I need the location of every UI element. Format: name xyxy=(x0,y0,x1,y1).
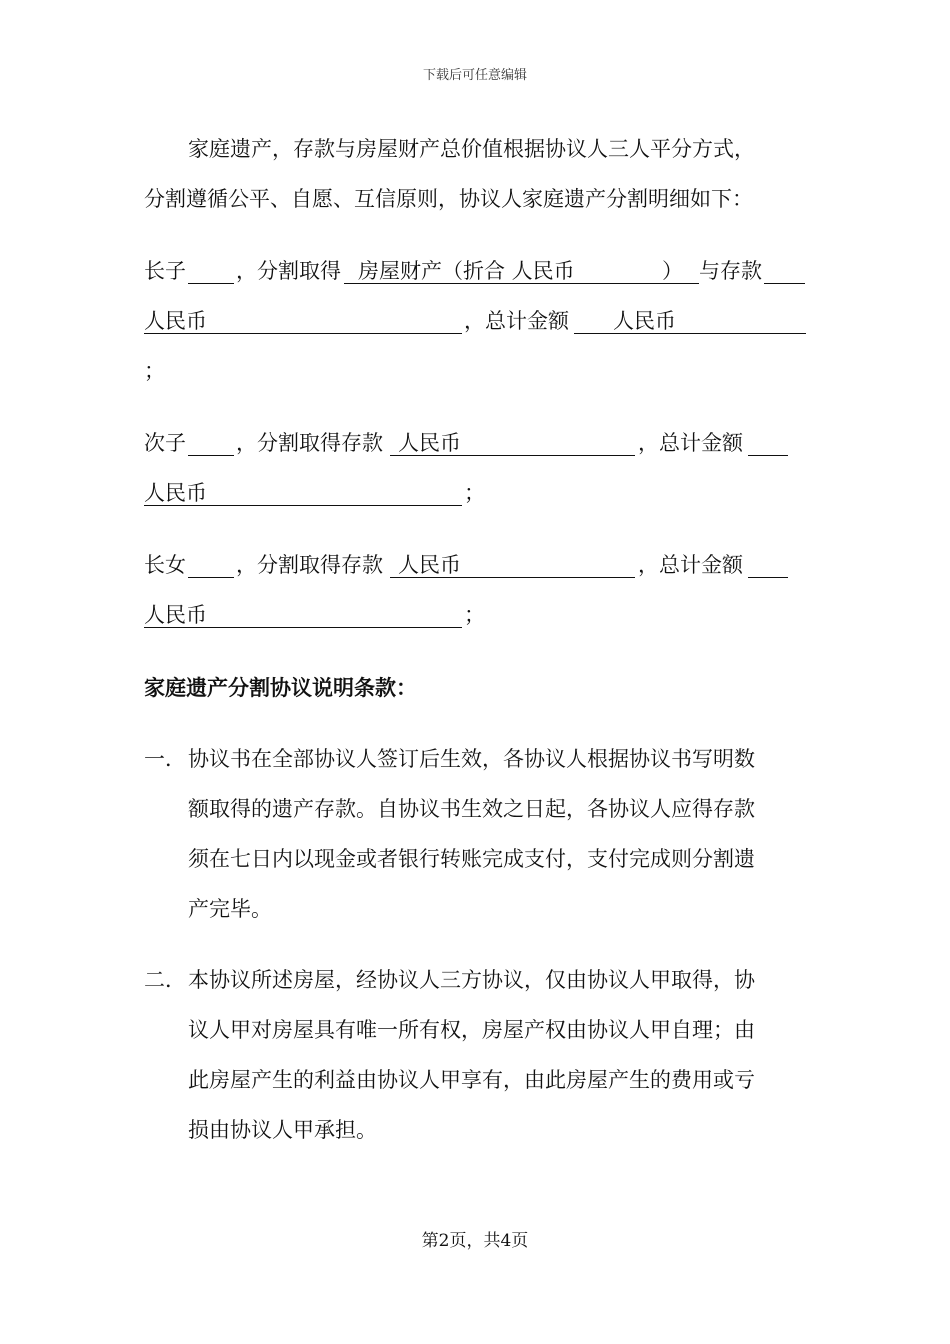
clause-2-line-1: 本协议所述房屋，经协议人三方协议，仅由协议人甲取得，协 xyxy=(188,968,755,992)
second-son-name-blank xyxy=(188,455,234,456)
eldest-son-total-blank xyxy=(574,333,806,334)
eldest-son-deposit-blank-b xyxy=(144,333,462,334)
eldest-son-total-sep: ， xyxy=(464,309,485,333)
second-son-end: ； xyxy=(464,481,485,505)
eldest-daughter-total-sep: ， xyxy=(638,553,659,577)
clauses-title: 家庭遗产分割协议说明条款： xyxy=(144,676,417,700)
eldest-son-close: ） xyxy=(662,259,683,283)
clause-2-line-2: 议人甲对房屋具有唯一所有权，房屋产权由协议人甲自理；由 xyxy=(188,1018,755,1042)
eldest-son-deposit-blank-a xyxy=(764,283,805,284)
second-son-currency: 人民币 xyxy=(398,431,461,455)
second-son-total-blank-b xyxy=(144,505,462,506)
page-footer: 第2页，共4页 xyxy=(421,1231,529,1251)
eldest-son-take: 分割取得 xyxy=(257,259,341,283)
eldest-daughter-total-blank-a xyxy=(748,577,788,578)
eldest-daughter-currency-2: 人民币 xyxy=(144,603,207,627)
eldest-son-total: 总计金额 xyxy=(485,309,569,333)
eldest-son-end: ； xyxy=(144,359,165,383)
clause-1-number: 一． xyxy=(144,747,186,771)
clause-1-line-1: 协议书在全部协议人签订后生效，各协议人根据协议书写明数 xyxy=(188,747,755,771)
eldest-son-name-blank xyxy=(188,283,234,284)
intro-line-2: 分割遵循公平、自愿、互信原则，协议人家庭遗产分割明细如下： xyxy=(144,187,753,211)
eldest-daughter-label: 长女 xyxy=(144,553,186,577)
clause-2-number: 二． xyxy=(144,968,186,992)
second-son-label: 次子 xyxy=(144,431,186,455)
eldest-daughter-currency: 人民币 xyxy=(398,553,461,577)
clause-2-line-4: 损由协议人甲承担。 xyxy=(188,1118,377,1142)
clause-1-line-2: 额取得的遗产存款。自协议书生效之日起，各协议人应得存款 xyxy=(188,797,755,821)
eldest-son-currency: 人民币 xyxy=(144,309,207,333)
eldest-daughter-end: ； xyxy=(464,603,485,627)
page-header: 下载后可任意编辑 xyxy=(422,68,527,83)
clause-1-line-3: 须在七日内以现金或者银行转账完成支付，支付完成则分割遗 xyxy=(188,847,755,871)
second-son-total: 总计金额 xyxy=(659,431,743,455)
second-son-currency-2: 人民币 xyxy=(144,481,207,505)
eldest-son-and: 与存款 xyxy=(699,259,762,283)
clause-2-line-3: 此房屋产生的利益由协议人甲享有，由此房屋产生的费用或亏 xyxy=(188,1068,755,1092)
eldest-daughter-total-blank-b xyxy=(144,627,462,628)
eldest-son-currency-2: 人民币 xyxy=(613,309,676,333)
intro-line-1: 家庭遗产，存款与房屋财产总价值根据协议人三人平分方式， xyxy=(188,137,755,161)
clause-1-line-4: 产完毕。 xyxy=(188,897,272,921)
eldest-daughter-name-blank xyxy=(188,577,234,578)
eldest-son-sep: ， xyxy=(236,259,257,283)
eldest-daughter-total: 总计金额 xyxy=(659,553,743,577)
second-son-take: 分割取得存款 xyxy=(257,431,383,455)
second-son-total-blank-a xyxy=(748,455,788,456)
second-son-total-sep: ， xyxy=(638,431,659,455)
eldest-son-item: 房屋财产（折合 人民币 xyxy=(358,259,575,283)
eldest-daughter-take: 分割取得存款 xyxy=(257,553,383,577)
eldest-son-label: 长子 xyxy=(144,259,186,283)
second-son-sep: ， xyxy=(236,431,257,455)
eldest-daughter-sep: ， xyxy=(236,553,257,577)
